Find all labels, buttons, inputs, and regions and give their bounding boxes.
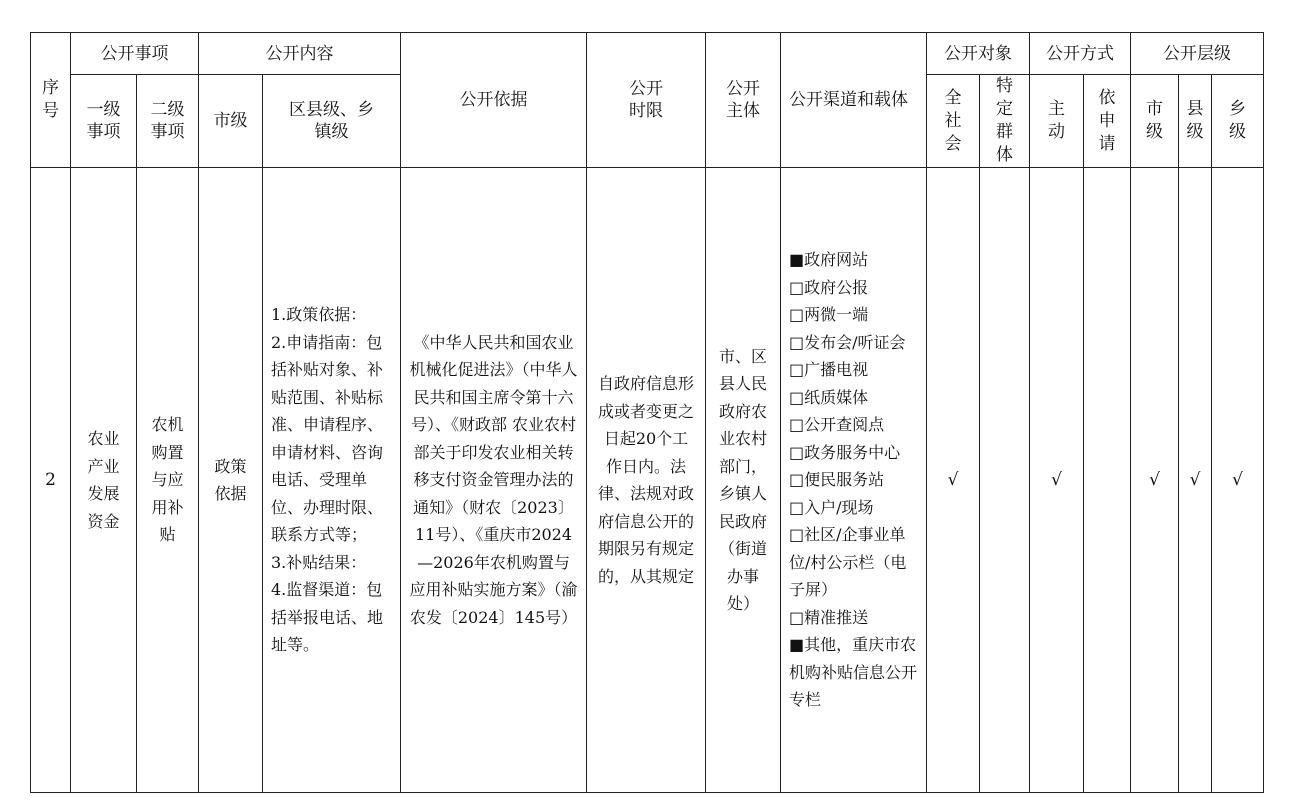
- channel-item: □精准推送: [789, 607, 869, 627]
- row-content-city: 政策依据: [199, 168, 263, 793]
- channel-item: □纸质媒体: [789, 387, 869, 407]
- content-item: 2.申请指南：包括补贴对象、补贴范围、补贴标准、申请程序、申请材料、咨询电话、受理单位、办理时限、联系方式等；: [271, 332, 384, 545]
- channel-item: ■其他，重庆市农机购补贴信息公开专栏: [789, 635, 918, 710]
- header-seq: 序号: [31, 33, 71, 168]
- header-channel: 公开渠道和载体: [781, 33, 927, 168]
- target-specific-check: [980, 168, 1030, 793]
- level-city-check: √: [1131, 168, 1179, 793]
- header-level-city: 市级: [1131, 75, 1179, 168]
- header-content-group: 公开内容: [199, 33, 401, 75]
- header-content-city: 市级: [199, 75, 263, 168]
- channel-item: □入户/现场: [789, 497, 874, 517]
- header-basis: 公开依据: [401, 33, 587, 168]
- header-level-town: 乡级: [1212, 75, 1264, 168]
- method-request-check: [1084, 168, 1131, 793]
- channel-item: □便民服务站: [789, 470, 885, 490]
- channel-item: □公开查阅点: [789, 415, 885, 435]
- target-all-check: √: [927, 168, 980, 793]
- header-level-group: 公开层级: [1131, 33, 1264, 75]
- header-method-request: 依申请: [1084, 75, 1131, 168]
- header-target-specific: 特定群体: [980, 75, 1030, 168]
- row-item-l2: 农机购置与应用补贴: [137, 168, 199, 793]
- header-time-limit: 公开时限: [587, 33, 706, 168]
- channel-item: □两微一端: [789, 305, 869, 325]
- channel-item: ■政府网站: [789, 250, 869, 270]
- disclosure-table: [30, 32, 1264, 793]
- row-item-l1: 农业产业发展资金: [71, 168, 137, 793]
- channel-item: □政府公报: [789, 277, 869, 297]
- content-item: 1.政策依据：: [271, 305, 367, 325]
- header-item-l2: 二级事项: [137, 75, 199, 168]
- level-county-check: √: [1179, 168, 1212, 793]
- level-town-check: √: [1212, 168, 1264, 793]
- header-target-all: 全社会: [927, 75, 980, 168]
- header-method-active: 主动: [1030, 75, 1084, 168]
- header-method-group: 公开方式: [1030, 33, 1131, 75]
- row-subject: 市、区县人民政府农业农村部门，乡镇人民政府（街道办事处）: [706, 168, 781, 793]
- method-active-check: √: [1030, 168, 1084, 793]
- header-subject: 公开主体: [706, 33, 781, 168]
- channel-item: □社区/企事业单位/村公示栏（电子屏）: [789, 525, 907, 600]
- content-item: 3.补贴结果：: [271, 552, 367, 572]
- channel-item: □发布会/听证会: [789, 332, 906, 352]
- row-channels: [781, 168, 927, 793]
- row-seq: 2: [31, 168, 71, 793]
- header-item-group: 公开事项: [71, 33, 199, 75]
- header-level-county: 县级: [1179, 75, 1212, 168]
- row-time-limit: 自政府信息形成或者变更之日起20个工作日内。法律、法规对政府信息公开的期限另有规定的，从其规定: [587, 168, 706, 793]
- header-item-l1: 一级事项: [71, 75, 137, 168]
- header-target-group: 公开对象: [927, 33, 1030, 75]
- content-item: 4.监督渠道：包括举报电话、地址等。: [271, 580, 384, 655]
- row-content-district: [263, 168, 401, 793]
- table-row: [31, 168, 1264, 793]
- channel-item: □政务服务中心: [789, 442, 901, 462]
- header-content-district: 区县级、乡镇级: [263, 75, 401, 168]
- row-basis: 《中华人民共和国农业机械化促进法》（中华人民共和国主席令第十六号）、《财政部 农业农村部关于印发农业相关转移支付资金管理办法的通知》（财农〔2023〕11号）、《重庆市2024—2026年农机购置与应用补贴实施方案》（渝农发〔2024〕145号）: [401, 168, 587, 793]
- channel-item: □广播电视: [789, 360, 869, 380]
